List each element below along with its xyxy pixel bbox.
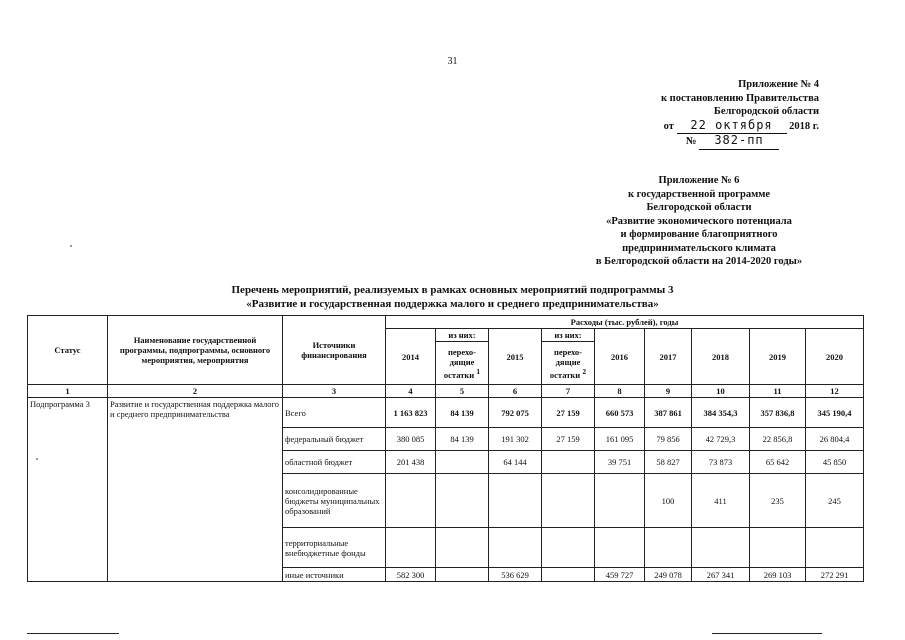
scan-edge-line [27, 633, 119, 634]
column-number: 6 [489, 385, 542, 398]
value-cell [436, 568, 489, 582]
header-including-2: из них: [542, 329, 595, 342]
appendix-6-line: в Белгородской области на 2014-2020 годы» [595, 256, 803, 267]
measures-table [27, 315, 864, 582]
value-cell [750, 528, 806, 568]
header-year-2014: 2014 [386, 329, 436, 385]
value-cell: 100 [645, 474, 692, 528]
value-cell: 1 163 823 [386, 398, 436, 428]
column-number: 8 [595, 385, 645, 398]
value-cell: 58 827 [645, 451, 692, 474]
value-cell [806, 528, 864, 568]
column-number: 4 [386, 385, 436, 398]
appendix-4-line2: к постановлению Правительства [660, 92, 819, 104]
value-cell: 45 850 [806, 451, 864, 474]
appendix-6-line: и формирование благоприятного [620, 229, 778, 240]
scan-edge-line [712, 633, 822, 634]
value-cell [542, 474, 595, 528]
value-cell: 245 [806, 474, 864, 528]
appendix-6-line: предпринимательского климата [622, 242, 776, 254]
value-cell: 39 751 [595, 451, 645, 474]
scan-speck [36, 458, 38, 460]
value-cell: 459 727 [595, 568, 645, 582]
title-line2: «Развитие и государственная поддержка малого и среднего предпринимательства» [246, 298, 659, 310]
value-cell: 660 573 [595, 398, 645, 428]
column-number: 1 [28, 385, 108, 398]
column-number: 12 [806, 385, 864, 398]
column-number: 9 [645, 385, 692, 398]
appendix-6-line: Белгородской области [646, 202, 752, 213]
value-cell [595, 474, 645, 528]
header-year-2017: 2017 [645, 329, 692, 385]
value-cell [436, 451, 489, 474]
value-cell [542, 568, 595, 582]
header-carryover-1: перехо-дящие остатки $^1$ [436, 342, 489, 385]
source-cell: областной бюджет [283, 451, 386, 474]
source-cell: Всего [283, 398, 386, 428]
table-row [28, 398, 864, 428]
value-cell: 387 861 [645, 398, 692, 428]
value-cell: 79 856 [645, 428, 692, 451]
value-cell: 272 291 [806, 568, 864, 582]
value-cell: 27 159 [542, 428, 595, 451]
value-cell: 27 159 [542, 398, 595, 428]
value-cell [489, 528, 542, 568]
number-handwritten: 382-пп [714, 133, 764, 147]
header-year-2015: 2015 [489, 329, 542, 385]
header-status: Статус [28, 316, 108, 385]
value-cell: 235 [750, 474, 806, 528]
source-cell: консолидированные бюджеты муниципальных образований [283, 474, 386, 528]
document-title [0, 283, 905, 311]
date-suffix: 2018 г. [789, 120, 819, 132]
value-cell: 65 642 [750, 451, 806, 474]
appendix-4-number [661, 134, 779, 150]
value-cell [645, 528, 692, 568]
appendix-4-line3: Белгородской области [713, 106, 819, 117]
appendix-4-title: Приложение № 4 [738, 79, 819, 90]
header-year-2018: 2018 [692, 329, 750, 385]
value-cell: 249 078 [645, 568, 692, 582]
value-cell: 161 095 [595, 428, 645, 451]
value-cell: 84 139 [436, 398, 489, 428]
value-cell [436, 474, 489, 528]
value-cell [489, 474, 542, 528]
column-number-row [28, 385, 864, 398]
value-cell: 411 [692, 474, 750, 528]
column-number: 10 [692, 385, 750, 398]
value-cell [692, 528, 750, 568]
value-cell: 269 103 [750, 568, 806, 582]
value-cell: 384 354,3 [692, 398, 750, 428]
appendix-6-line: к государственной программе [627, 188, 771, 200]
value-cell: 536 629 [489, 568, 542, 582]
source-cell: иные источники [283, 568, 386, 582]
value-cell: 73 873 [692, 451, 750, 474]
column-number: 5 [436, 385, 489, 398]
value-cell: 26 804,4 [806, 428, 864, 451]
scan-speck [70, 245, 72, 247]
value-cell: 345 190,4 [806, 398, 864, 428]
header-sources: Источники финансирования [283, 316, 386, 385]
header-year-2020: 2020 [806, 329, 864, 385]
header-carryover-2: перехо-дящие остатки $^2$ [542, 342, 595, 385]
value-cell [386, 474, 436, 528]
header-year-2016: 2016 [595, 329, 645, 385]
page-number: 31 [447, 56, 458, 67]
header-name: Наименование государственной программы, подпрограммы, основного мероприятия, мероприятия [108, 316, 283, 385]
column-number: 3 [283, 385, 386, 398]
appendix-4-block [661, 78, 819, 150]
value-cell: 267 341 [692, 568, 750, 582]
value-cell: 191 302 [489, 428, 542, 451]
value-cell [542, 528, 595, 568]
title-line1: Перечень мероприятий, реализуемых в рамках основных мероприятий подпрограммы 3 [231, 284, 674, 296]
appendix-4-date [661, 119, 819, 135]
value-cell [595, 528, 645, 568]
column-number: 2 [108, 385, 283, 398]
header-expenses: Расходы (тыс. рублей), годы [386, 316, 864, 329]
header-including-1: из них: [436, 329, 489, 342]
value-cell: 64 144 [489, 451, 542, 474]
appendix-6-block [579, 174, 819, 269]
value-cell: 201 438 [386, 451, 436, 474]
value-cell: 792 075 [489, 398, 542, 428]
header-year-2019: 2019 [750, 329, 806, 385]
value-cell: 22 856,8 [750, 428, 806, 451]
source-cell: территориальные внебюджетные фонды [283, 528, 386, 568]
date-handwritten: 22 октября [690, 117, 773, 132]
column-number: 7 [542, 385, 595, 398]
value-cell [542, 451, 595, 474]
column-number: 11 [750, 385, 806, 398]
value-cell [436, 528, 489, 568]
source-cell: федеральный бюджет [283, 428, 386, 451]
number-prefix: № [685, 136, 697, 147]
value-cell: 42 729,3 [692, 428, 750, 451]
appendix-6-line: Приложение № 6 [658, 175, 740, 186]
value-cell: 84 139 [436, 428, 489, 451]
value-cell: 380 085 [386, 428, 436, 451]
appendix-6-line: «Развитие экономического потенциала [606, 215, 792, 227]
value-cell: 582 300 [386, 568, 436, 582]
name-cell: Развитие и государственная поддержка малого и среднего предпринимательства [108, 398, 283, 582]
value-cell [386, 528, 436, 568]
value-cell: 357 836,8 [750, 398, 806, 428]
date-prefix: от [663, 120, 674, 132]
status-cell: Подпрограмма 3 [28, 398, 108, 582]
